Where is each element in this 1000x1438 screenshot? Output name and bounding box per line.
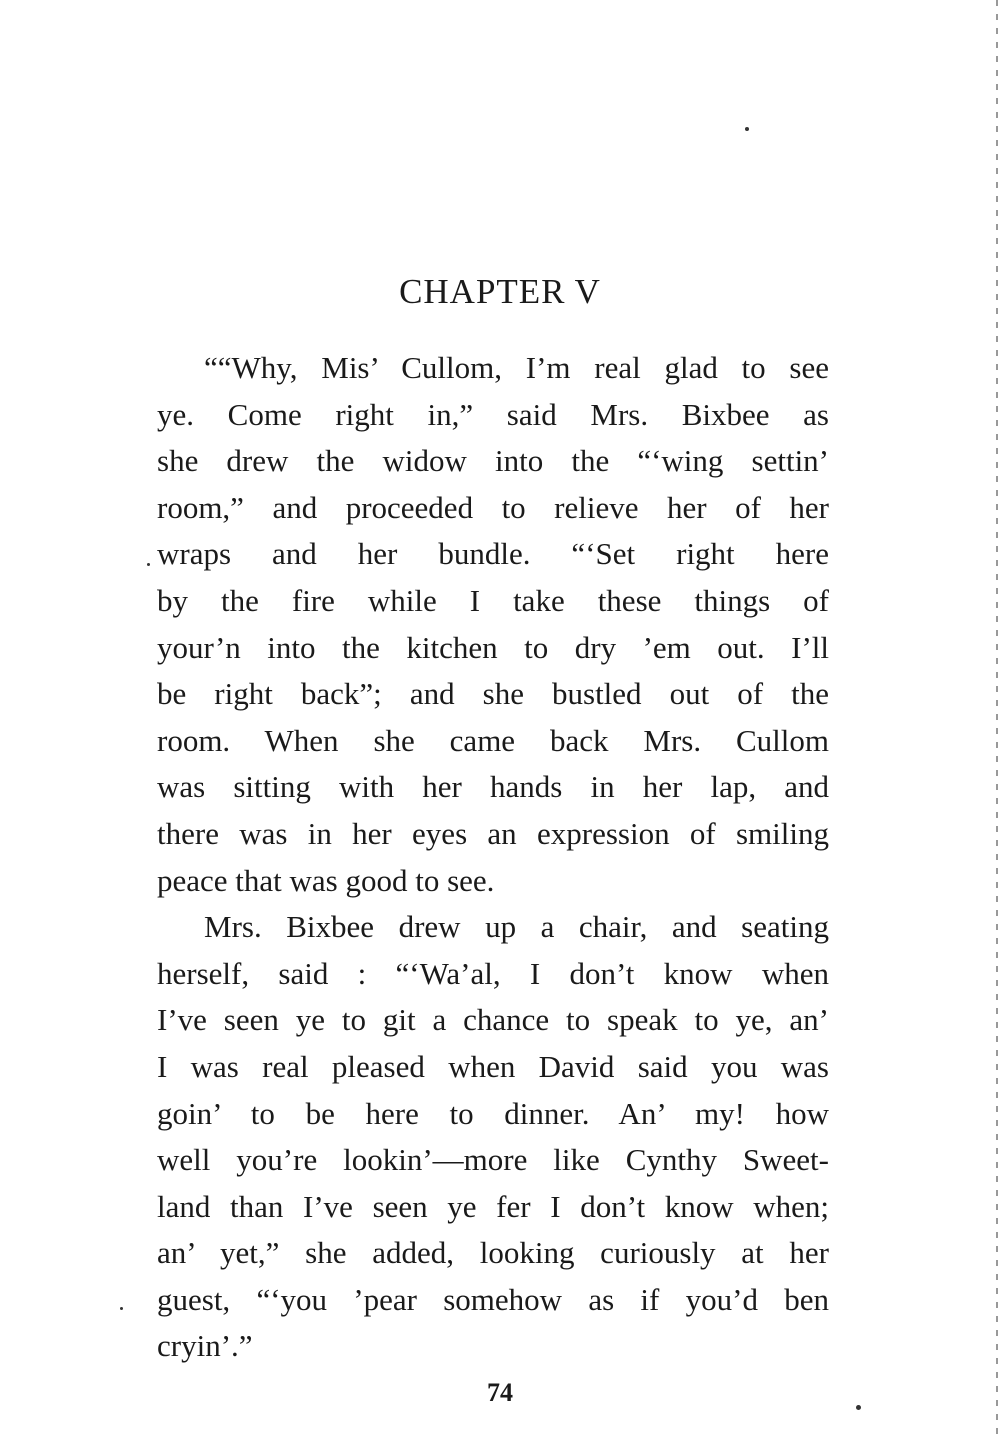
text-line: was sitting with her hands in her lap, and bbox=[157, 769, 829, 805]
text-line: guest, “‘you ’pear somehow as if you’d ben bbox=[157, 1281, 829, 1317]
text-line: room,” and proceeded to relieve her of her bbox=[157, 489, 829, 525]
scan-speck bbox=[856, 1405, 861, 1410]
text-line: goin’ to be here to dinner. An’ my! how bbox=[157, 1095, 829, 1131]
text-line: cryin’.” bbox=[157, 1328, 253, 1364]
text-line: land than I’ve seen ye fer I don’t know when; bbox=[157, 1188, 829, 1224]
body-text bbox=[157, 345, 829, 1370]
text-line: I was real pleased when David said you was bbox=[157, 1048, 829, 1084]
scan-speck bbox=[745, 127, 749, 131]
page-number: 74 bbox=[487, 1378, 513, 1407]
text-line: well you’re lookin’—more like Cynthy Sweet- bbox=[157, 1142, 829, 1178]
text-line: she drew the widow into the “‘wing settin’ bbox=[157, 443, 829, 479]
text-line: ye. Come right in,” said Mrs. Bixbee as bbox=[157, 396, 829, 432]
text-line: Mrs. Bixbee drew up a chair, and seating bbox=[204, 909, 829, 945]
text-line: be right back”; and she bustled out of the bbox=[157, 676, 829, 712]
text-line: herself, said : “‘Wa’al, I don’t know when bbox=[157, 955, 829, 991]
text-line: by the fire while I take these things of bbox=[157, 582, 829, 618]
text-line: there was in her eyes an expression of smiling bbox=[157, 815, 829, 851]
scan-speck bbox=[120, 1307, 123, 1310]
text-line: ““Why, Mis’ Cullom, I’m real glad to see bbox=[204, 350, 829, 385]
text-line: room. When she came back Mrs. Cullom bbox=[157, 722, 829, 758]
scan-speck bbox=[147, 563, 150, 566]
chapter-heading: CHAPTER V bbox=[399, 272, 601, 311]
page-edge-shadow bbox=[996, 0, 998, 1438]
text-line: wraps and her bundle. “‘Set right here bbox=[157, 536, 829, 572]
text-line: your’n into the kitchen to dry ’em out. I’ll bbox=[157, 629, 829, 665]
text-line: I’ve seen ye to git a chance to speak to ye, an’ bbox=[157, 1002, 829, 1038]
text-line: an’ yet,” she added, looking curiously at her bbox=[157, 1235, 829, 1271]
text-line: peace that was good to see. bbox=[157, 862, 495, 898]
